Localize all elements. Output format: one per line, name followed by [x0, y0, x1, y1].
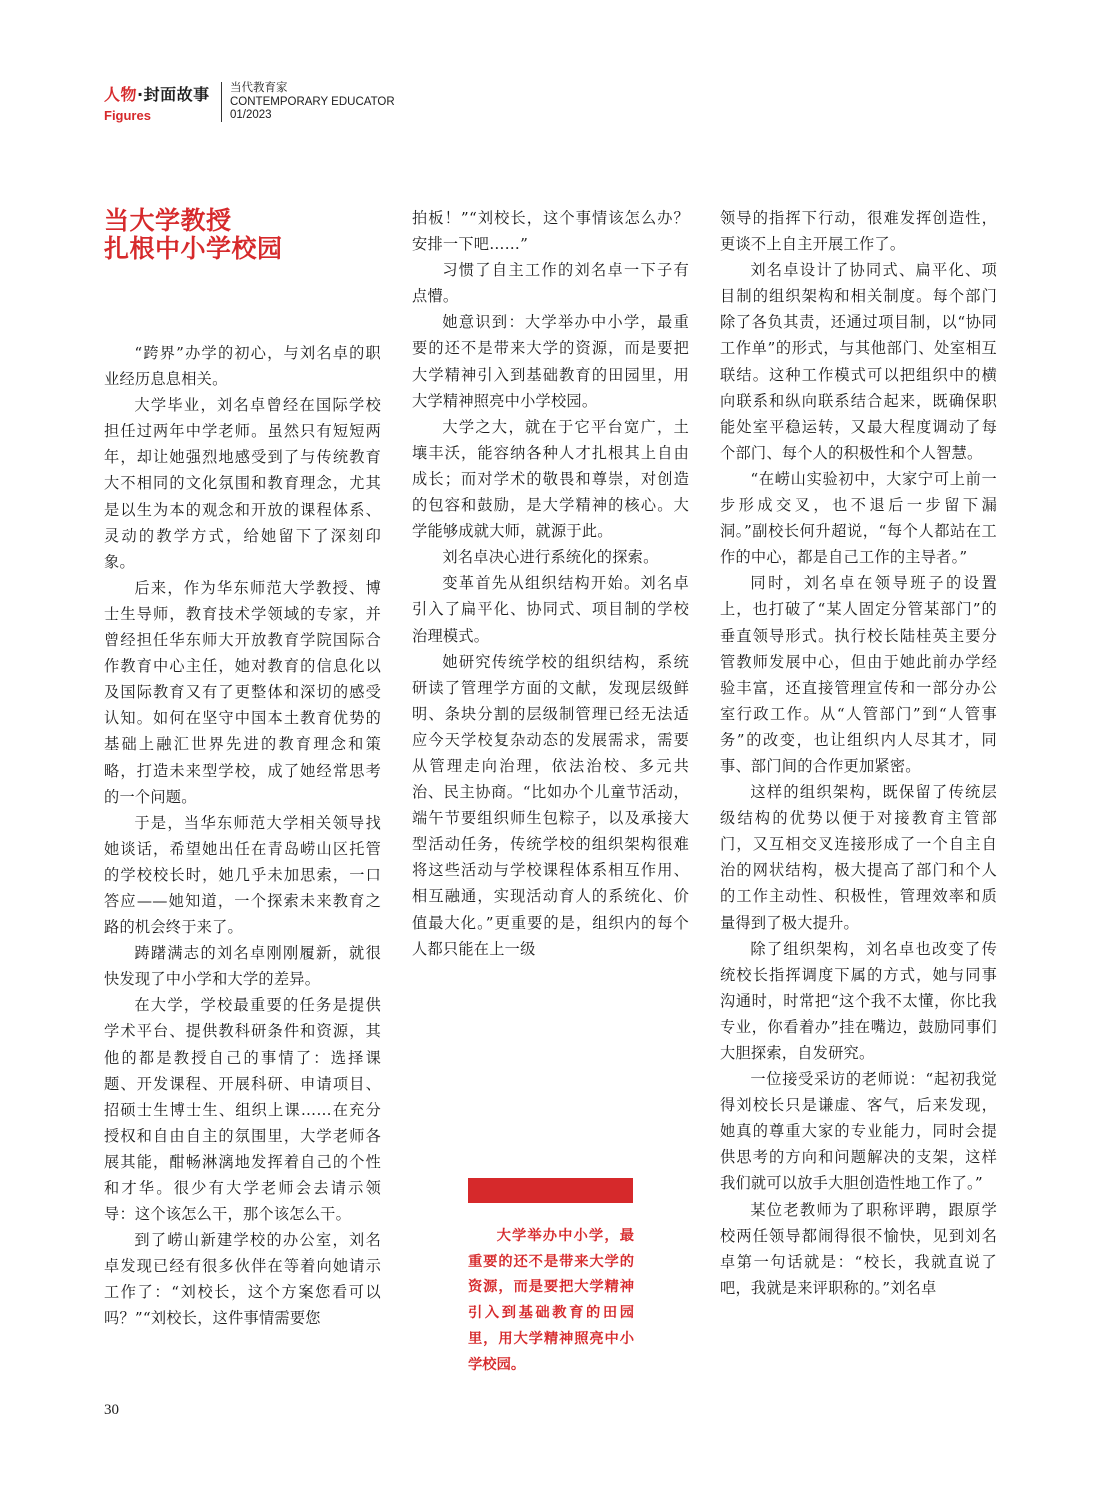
page-number: 30 — [104, 1402, 119, 1418]
paragraph: 到了崂山新建学校的办公室，刘名卓发现已经有很多伙伴在等着向她请示工作了：“刘校长，这个方案您看可以吗？”“刘校长，这件事情需要您 — [104, 1231, 381, 1328]
magazine-info — [230, 82, 395, 123]
article-title — [104, 207, 394, 263]
paragraph: 习惯了自主工作的刘名卓一下子有点懵。 — [412, 261, 689, 306]
section-title-rest: ·封面故事 — [137, 85, 210, 104]
paragraph: 刘名卓决心进行系统化的探索。 — [442, 548, 659, 567]
paragraph: 在大学，学校最重要的任务是提供学术平台、提供教科研条件和资源，其他的都是教授自己的事情了：选择课题、开发课程、开展科研、申请项目、招硕士生博士生、组织上课……在充分授权和自由自主的氛围里，大学老师各展其能，酣畅淋漓地发挥着自己的个性和才华。很少有大学老师会去请示领导：这个该怎么干，那个该怎么干。 — [104, 996, 381, 1224]
text-column-1 — [104, 340, 381, 1332]
paragraph: 某位老教师为了职称评聘，跟原学校两任领导都闹得很不愉快，见到刘名卓第一句话就是：“校长，我就直说了吧，我就是来评职称的。”刘名卓 — [720, 1200, 997, 1297]
section-title-cn — [104, 82, 220, 105]
paragraph-continued: 领导的指挥下行动，很难发挥创造性，更谈不上自主开展工作了。 — [720, 209, 997, 254]
paragraph: 刘名卓设计了协同式、扁平化、项目制的组织架构和相关制度。每个部门除了各负其责，还通过项目制，以“协同工作单”的形式，与其他部门、处室相互联结。这种工作模式可以把组织中的横向联系和纵向联系结合起来，既确保职能处室平稳运转，又最大程度调动了每个部门、每个人的积极性和个人智慧。 — [720, 261, 997, 462]
text-column-2 — [412, 205, 689, 962]
paragraph: 她意识到：大学举办中小学，最重要的还不是带来大学的资源，而是要把大学精神引入到基础教育的田园里，用大学精神照亮中小学校园。 — [412, 313, 689, 410]
issue-number: 01/2023 — [230, 109, 272, 121]
magazine-name-cn: 当代教育家 — [230, 82, 288, 94]
header-divider — [221, 82, 222, 122]
title-line-2: 扎根中小学校园 — [104, 234, 283, 263]
paragraph: “跨界”办学的初心，与刘名卓的职业经历息息相关。 — [104, 344, 381, 389]
paragraph: 变革首先从组织结构开始。刘名卓引入了扁平化、协同式、项目制的学校治理模式。 — [412, 574, 689, 645]
paragraph: 这样的组织架构，既保留了传统层级结构的优势以便于对接教育主管部门，又互相交叉连接形成了一个自主自治的网状结构，极大提高了部门和个人的工作主动性、积极性，管理效率和质量得到了极大提升。 — [720, 783, 997, 932]
paragraph: 她研究传统学校的组织结构，系统研读了管理学方面的文献，发现层级鲜明、条块分割的层级制管理已经无法适应今天学校复杂动态的发展需求，需要从管理走向治理，依法治校、多元共治、民主协商。“比如办个儿童节活动，端午节要组织师生包粽子，以及承接大型活动任务，传统学校的组织架构很难将这些活动与学校课程体系相互作用、相互融通，实现活动育人的系统化、价值最大化。”更重要的是，组织内的每个人都只能在上一级 — [412, 652, 689, 958]
paragraph: 踌躇满志的刘名卓刚刚履新，就很快发现了中小学和大学的差异。 — [104, 944, 381, 989]
text-column-3 — [720, 205, 997, 1301]
magazine-name-en: CONTEMPORARY EDUCATOR — [230, 95, 395, 108]
paragraph: 大学毕业，刘名卓曾经在国际学校担任过两年中学老师。虽然只有短短两年，却让她强烈地感受到了与传统教育大不相同的文化氛围和教育理念，尤其是以生为本的观念和开放的课程体系、灵动的教学方式，给她留下了深刻印象。 — [104, 396, 381, 571]
pullquote: 大学举办中小学，最重要的还不是带来大学的资源，而是要把大学精神引入到基础教育的田园里，用大学精神照亮中小学校园。 — [468, 1228, 634, 1373]
title-line-1: 当大学教授 — [104, 206, 232, 235]
paragraph: 除了组织架构，刘名卓也改变了传统校长指挥调度下属的方式，她与同事沟通时，时常把“这个我不太懂，你比我专业，你看着办”挂在嘴边，鼓励同事们大胆探索，自发研究。 — [720, 939, 997, 1062]
paragraph: 一位接受采访的老师说：“起初我觉得刘校长只是谦虚、客气，后来发现，她真的尊重大家的专业能力，同时会提供思考的方向和问题解决的支架，这样我们就可以放手大胆创造性地工作了。” — [720, 1070, 997, 1193]
paragraph: “在崂山实验初中，大家宁可上前一步形成交叉，也不退后一步留下漏洞。”副校长何升超说，“每个人都站在工作的中心，都是自己工作的主导者。” — [720, 469, 997, 567]
paragraph-continued: 拍板！”“刘校长，这个事情该怎么办？安排一下吧……” — [412, 209, 689, 254]
paragraph: 后来，作为华东师范大学教授、博士生导师，教育技术学领域的专家，并曾经担任华东师大开放教育学院国际合作教育中心主任，她对教育的信息化以及国际教育又有了更整体和深切的感受认知。如何在坚守中国本土教育优势的基础上融汇世界先进的教育理念和策略，打造未来型学校，成了她经常思考的一个问题。 — [104, 578, 381, 806]
paragraph: 于是，当华东师范大学相关领导找她谈话，希望她出任在青岛崂山区托管的学校校长时，她几乎未加思索，一口答应——她知道，一个探索未来教育之路的机会终于来了。 — [104, 813, 381, 937]
paragraph: 同时，刘名卓在领导班子的设置上，也打破了“某人固定分管某部门”的垂直领导形式。执行校长陆桂英主要分管教师发展中心，但由于她此前办学经验丰富，还直接管理宣传和一部分办公室行政工作。从“人管部门”到“人管事务”的改变，也让组织内人尽其才，同事、部门间的合作更加紧密。 — [720, 574, 997, 775]
section-label — [104, 82, 220, 123]
paragraph: 大学之大，就在于它平台宽广，土壤丰沃，能容纳各种人才扎根其上自由成长；而对学术的敬畏和尊崇，对创造的包容和鼓励，是大学精神的核心。大学能够成就大师，就源于此。 — [412, 417, 689, 541]
pullquote-bar — [468, 1178, 633, 1203]
section-title-en: Figures — [104, 108, 151, 123]
section-title-red: 人物 — [104, 85, 138, 104]
